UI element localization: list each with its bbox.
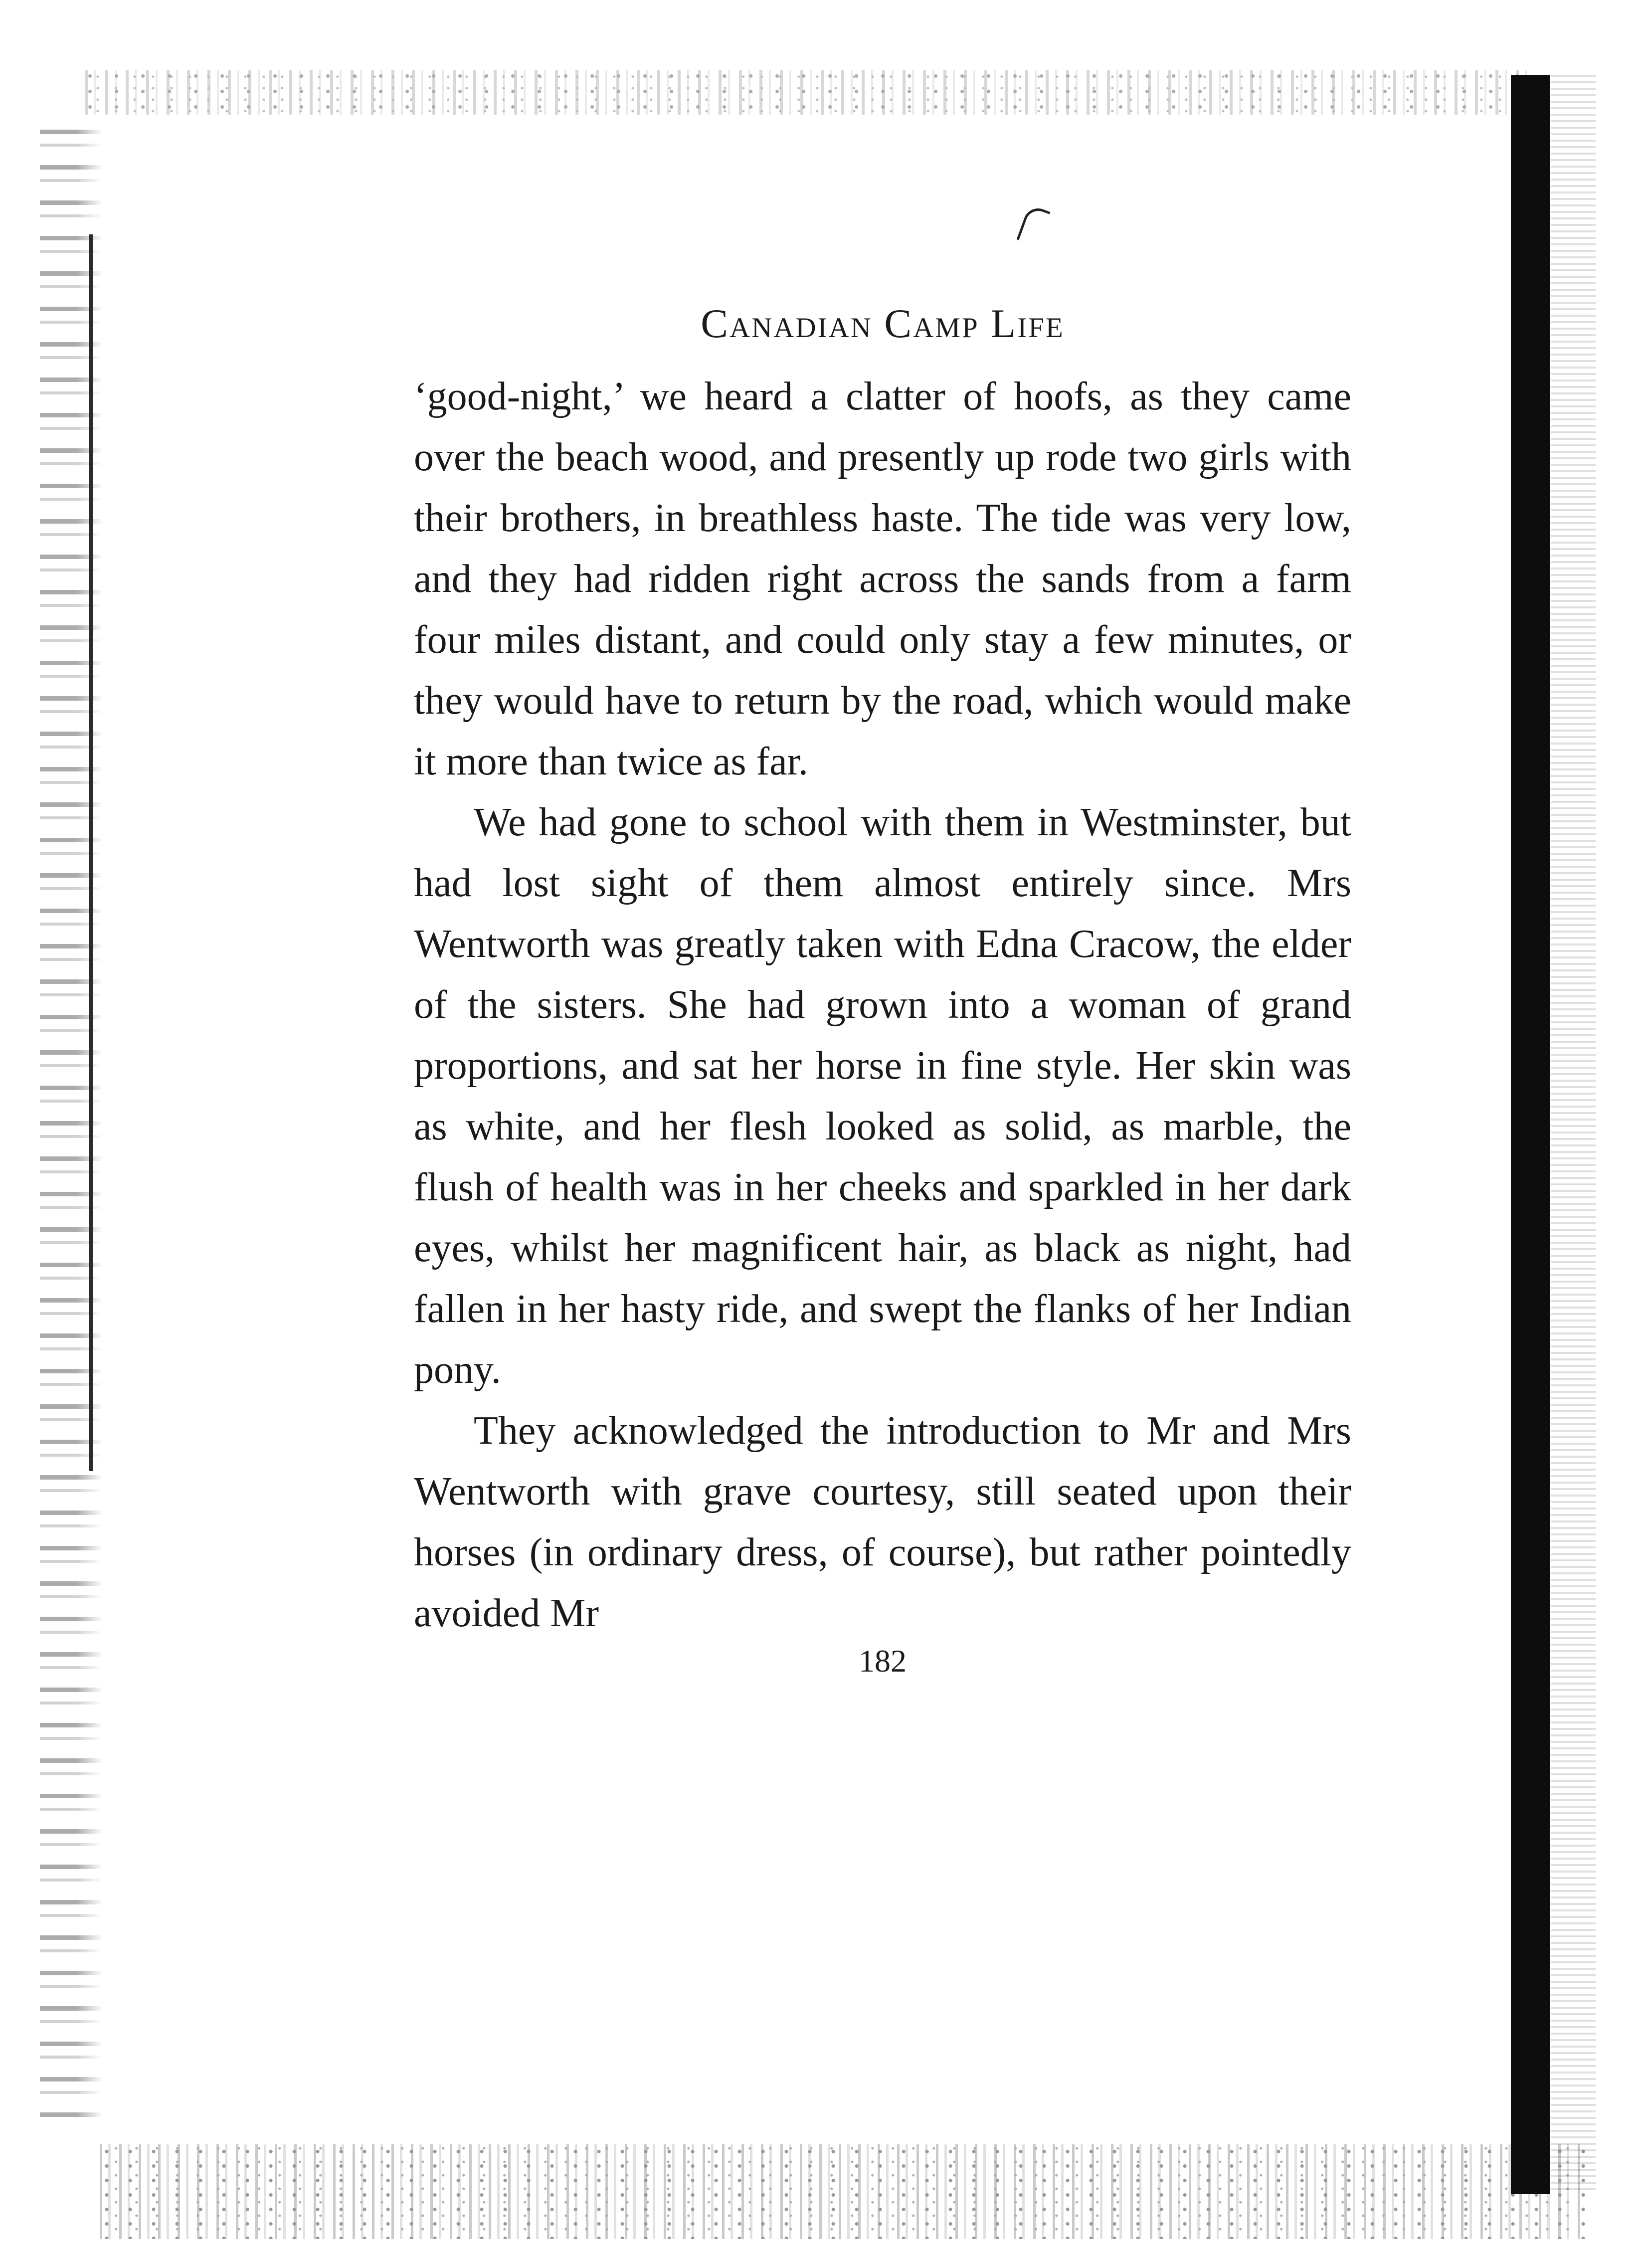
page-number: 182: [859, 1643, 907, 1679]
scan-noise-bottom: [100, 2144, 1586, 2239]
paragraph: They acknowledged the introduction to Mr and Mrs Wentworth with grave courtesy, still seated upon their horses (in ordinary dress, of course), but rather pointedly avoided Mr: [414, 1409, 1351, 1636]
book-page: [414, 299, 1351, 1679]
paragraph: ‘good-night,’ we heard a clatter of hoofs, as they came over the beach wood, and presently up rode two girls with their brothers, in breathless haste. The tide was very low, and they had ridden right across the sands from a farm four miles distant, and could only stay a few minutes, or they would have to return by the road, which would make it more than twice as far.: [414, 375, 1351, 784]
pencil-mark: [1017, 204, 1051, 247]
running-head: Canadian Camp Life: [701, 301, 1065, 346]
body-text: [414, 366, 1351, 1644]
scan-binding-line: [89, 234, 93, 1471]
scan-noise-top: [85, 70, 1531, 115]
scan-noise-right: [1551, 75, 1596, 2194]
scan-dark-edge: [1511, 75, 1550, 2194]
paragraph: We had gone to school with them in Westminster, but had lost sight of them almost entirely since. Mrs Wentworth was greatly taken with Edna Cracow, the elder of the sisters. She had grown into a woman of grand proportions, and sat her horse in fine style. Her skin was as white, and her flesh looked as solid, as marble, the flush of health was in her cheeks and sparkled in her dark eyes, whilst her magnificent hair, as black as night, had fallen in her hasty ride, and swept the flanks of her Indian pony.: [414, 800, 1351, 1392]
